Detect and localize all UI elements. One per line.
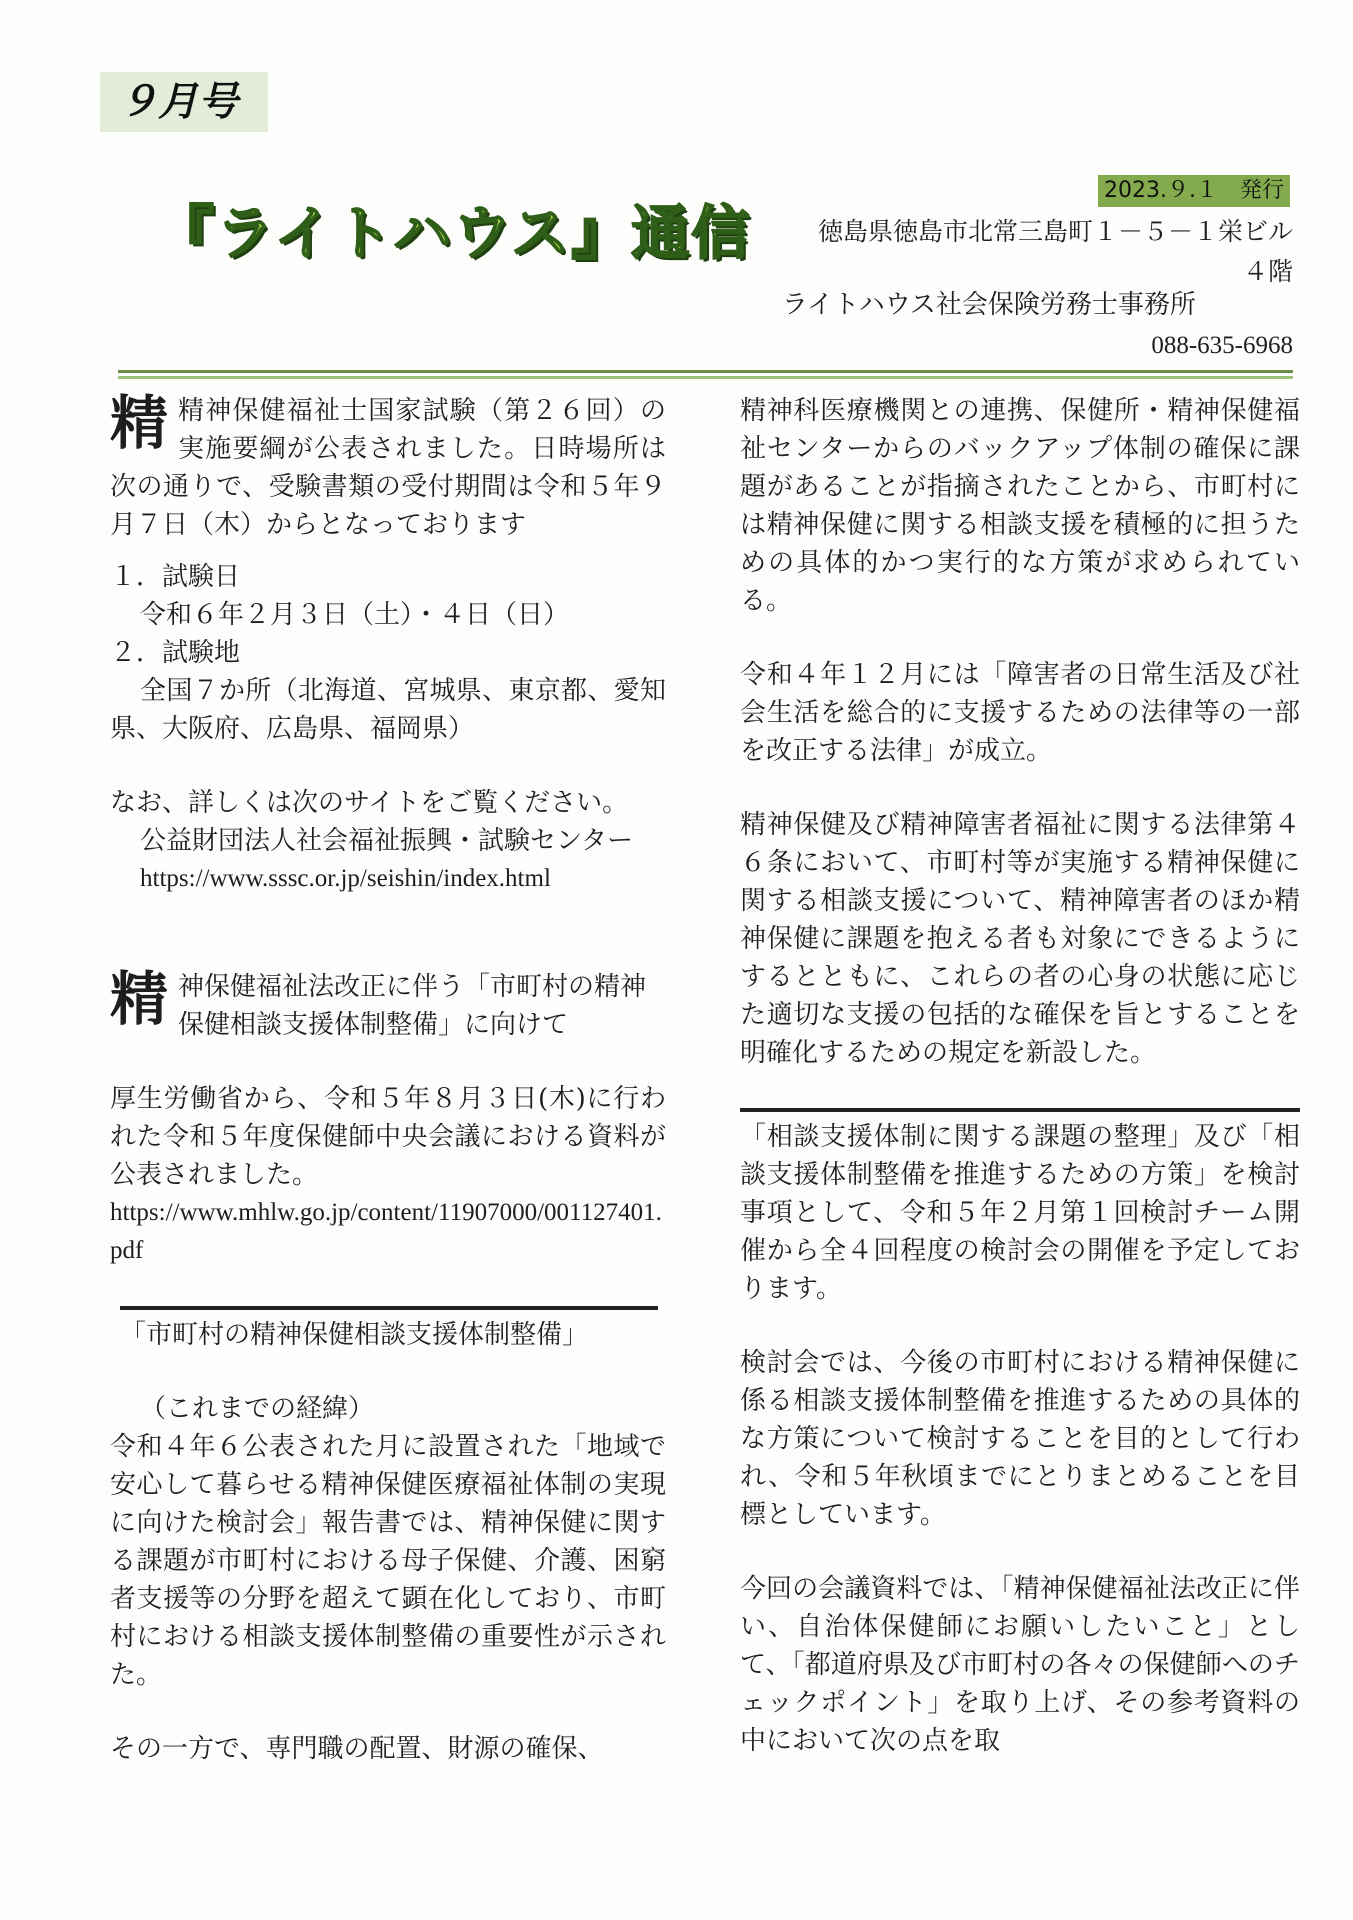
paragraph-6: 今回の会議資料では、「精神保健福祉法改正に伴い、自治体保健師にお願いしたいこと」として、「都道府県及び市町村の各々の保健師へのチェックポイント」を取り上げ、その参考資料の中において次の点を取 <box>740 1574 1300 1756</box>
exam-organization: 公益財団法人社会福祉振興・試験センター <box>140 826 633 856</box>
history-continued: その一方で、専門職の配置、財源の確保、 <box>110 1734 604 1764</box>
newsletter-title: 『ライトハウス』通信 <box>156 199 752 267</box>
paragraph-1: 精神科医療機関との連携、保健所・精神保健福祉センターからのバックアップ体制の確保に課題があることが指摘されたことから、市町村には精神保健に関する相談支援を積極的に担うための具体的かつ実行的な方策が求められている。 <box>740 396 1300 616</box>
exam-date-label: １．試験日 <box>110 562 241 592</box>
header-divider <box>118 370 1293 373</box>
drop-cap: 精 <box>110 389 169 457</box>
section-exam <box>110 389 666 544</box>
paragraph-5: 検討会では、今後の市町村における精神保健に係る相談支援体制整備を推進するための具体的な方策について検討することを目的として行われ、令和５年秋頃までにとりまとめることを目標としています。 <box>740 1348 1300 1530</box>
exam-location-value: 全国７か所（北海道、宮城県、東京都、愛知県、大阪府、広島県、福岡県） <box>110 676 666 744</box>
mhlw-intro: 厚生労働省から、令和５年８月３日(木)に行われた令和５年度保健師中央会議における資料が公表されました。 <box>110 1084 666 1190</box>
drop-cap: 精 <box>110 965 169 1033</box>
box-heading-text: 「市町村の精神保健相談支援体制整備」 <box>120 1320 589 1350</box>
paragraph-3: 精神保健及び精神障害者福祉に関する法律第４６条において、市町村等が実施する精神保健に関する相談支援について、精神障害者のほか精神保健に課題を抱える者も対象にできるようにするとともに、これらの者の心身の状態に応じた適切な支援の包括的な確保を旨とすることを明確化するための規定を新設した。 <box>740 810 1300 1068</box>
paragraph-4-box <box>740 1108 1300 1308</box>
address-line-1: 徳島県徳島市北常三島町１－５－１栄ビル <box>817 217 1293 246</box>
exam-url-link[interactable]: https://www.sssc.or.jp/seishin/index.html <box>140 865 551 892</box>
address-line-2: ４階 <box>1242 257 1293 286</box>
issue-label: ９月号 <box>100 72 268 132</box>
mhlw-url-link[interactable]: https://www.mhlw.go.jp/content/11907000/001127401.pdf <box>110 1199 662 1264</box>
exam-location-label: ２．試験地 <box>110 638 241 668</box>
history-label: （これまでの経緯） <box>140 1394 375 1424</box>
section-law-revision <box>110 965 666 1044</box>
left-column <box>110 389 666 1768</box>
office-name: ライトハウス社会保険労務士事務所 <box>782 290 1196 320</box>
right-column <box>740 392 1300 1760</box>
phone-number: 088-635-6968 <box>1151 332 1293 359</box>
paragraph-4: 「相談支援体制に関する課題の整理」及び「相談支援体制整備を推進するための方策」を検討事項として、令和５年２月第１回検討チーム開催から全４回程度の検討会の開催を予定しております。 <box>740 1122 1300 1304</box>
box-heading <box>120 1306 658 1354</box>
issued-date: 2023.９.１ 発行 <box>1098 175 1290 207</box>
section-title: 神保健福祉法改正に伴う「市町村の精神保健相談支援体制整備」に向けて <box>178 972 647 1040</box>
exam-note: なお、詳しくは次のサイトをご覧ください。 <box>110 788 629 818</box>
history-body: 令和４年６公表された月に設置された「地域で安心して暮らせる精神保健医療福祉体制の実現に向けた検討会」報告書では、精神保健に関する課題が市町村における母子保健、介護、困窮者支援等の分野を超えて顕在化しており、市町村における相談支援体制整備の重要性が示された。 <box>110 1432 666 1690</box>
paragraph-2: 令和４年１２月には「障害者の日常生活及び社会生活を総合的に支援するための法律等の一部を改正する法律」が成立。 <box>740 660 1300 766</box>
exam-intro: 精神保健福祉士国家試験（第２６回）の実施要綱が公表されました。日時場所は次の通りで、受験書類の受付期間は令和５年９月７日（木）からとなっております <box>110 396 666 540</box>
exam-date-value: 令和６年２月３日（土）・４日（日） <box>140 600 570 630</box>
